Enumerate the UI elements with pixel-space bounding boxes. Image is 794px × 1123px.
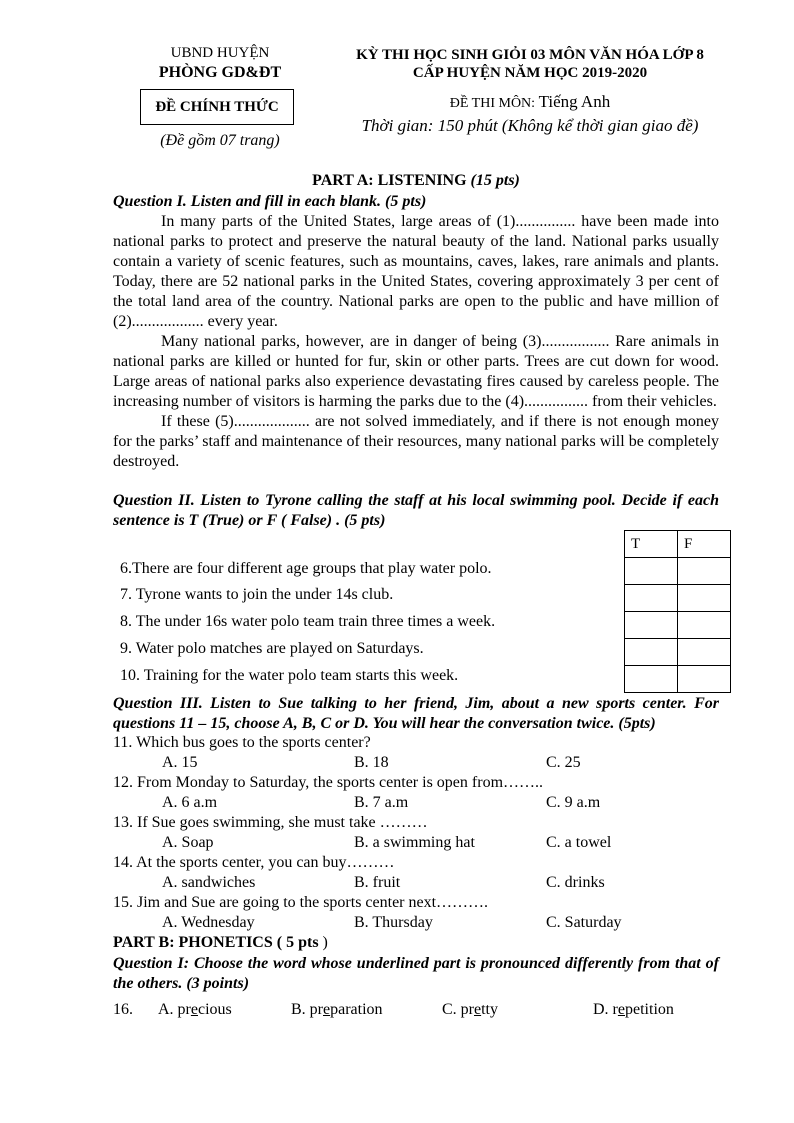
option-b[interactable]: [291, 1001, 383, 1019]
table-header-row: [625, 531, 731, 558]
question-3-heading: Question III. Listen to Sue talking to her friend, Jim, about a new sports center. For questions 11 – 15, choose A, B, C or D. You will hear the conversation twice. (5pts): [113, 695, 719, 732]
table-row: [625, 558, 731, 585]
column-f-header: F: [678, 531, 731, 558]
mc-question-stem: 14. At the sports center, you can buy………: [113, 854, 395, 871]
answer-cell-f[interactable]: [678, 639, 731, 666]
question-1-heading: Question I. Listen and fill in each blank. (5 pts): [113, 193, 427, 210]
tf-statement: 6.There are four different age groups that play water polo.: [120, 560, 492, 577]
option-b[interactable]: B. 7 a.m: [354, 794, 409, 811]
phonetics-question-heading: Question I: Choose the word whose underlined part is pronounced differently from that of the others. (3 points): [113, 955, 719, 992]
true-false-table: [624, 530, 731, 693]
question-2-heading: Question II. Listen to Tyrone calling the staff at his local swimming pool. Decide if each sentence is T (True) or F ( False) . (5 pts): [113, 492, 719, 529]
answer-cell-t[interactable]: [625, 639, 678, 666]
exam-title-line1: KỲ THI HỌC SINH GIỎI 03 MÔN VĂN HÓA LỚP 8: [356, 47, 704, 63]
passage-paragraph: Many national parks, however, are in danger of being (3)................. Rare animals in national parks are killed or hunted for fur, skin or other parts. Trees are cut down for wood. Large areas of national parks also experience devastating fires caused by careless people. The increasing number of visitors is harming the parks due to the (4)................ from their vehicles.: [113, 333, 719, 410]
answer-cell-f[interactable]: [678, 585, 731, 612]
option-c[interactable]: C. Saturday: [546, 914, 622, 931]
question-16-number: 16.: [113, 1001, 133, 1018]
part-a-points: (15 pts): [470, 172, 520, 189]
option-b[interactable]: B. 18: [354, 754, 389, 771]
header-left: [140, 44, 300, 82]
option-c[interactable]: C. drinks: [546, 874, 605, 891]
subject-value: Tiếng Anh: [538, 92, 611, 111]
option-text: paration: [330, 1001, 383, 1018]
org-name: UBND HUYỆN: [170, 45, 270, 61]
option-text: C. pr: [442, 1001, 474, 1018]
answer-cell-t[interactable]: [625, 666, 678, 693]
underlined-letter: e: [190, 1001, 198, 1018]
exam-title-line2: CẤP HUYỆN NĂM HỌC 2019-2020: [412, 65, 648, 81]
option-a[interactable]: A. 6 a.m: [162, 794, 218, 811]
answer-cell-f[interactable]: [678, 612, 731, 639]
option-a[interactable]: A. sandwiches: [162, 874, 256, 891]
listening-passage: [113, 212, 719, 472]
table-row: [625, 612, 731, 639]
part-a-label: PART A: LISTENING: [312, 172, 467, 189]
subject-line: [330, 92, 730, 112]
option-text: B. pr: [291, 1001, 323, 1018]
underlined-letter: e: [617, 1001, 625, 1018]
option-a[interactable]: A. Wednesday: [162, 914, 255, 931]
exam-title: [330, 46, 730, 82]
tf-statement: 8. The under 16s water polo team train three times a week.: [120, 613, 496, 630]
table-row: [625, 666, 731, 693]
time-note: Thời gian: 150 phút (Không kể thời gian giao đề): [361, 116, 699, 135]
passage-paragraph: If these (5)................... are not solved immediately, and if there is not enough money for the parks’ staff and maintenance of their resources, many national parks will be completely destroyed.: [113, 413, 719, 470]
answer-cell-t[interactable]: [625, 585, 678, 612]
mc-question-stem: 11. Which bus goes to the sports center?: [113, 734, 371, 751]
part-a-title: [113, 172, 719, 190]
underlined-letter: e: [474, 1001, 482, 1018]
part-b-title: [113, 934, 328, 952]
tf-statement: 7. Tyrone wants to join the under 14s club.: [120, 586, 394, 603]
option-b[interactable]: B. a swimming hat: [354, 834, 475, 851]
option-a[interactable]: A. Soap: [162, 834, 214, 851]
tf-statement: 10. Training for the water polo team starts this week.: [120, 667, 459, 684]
answer-cell-t[interactable]: [625, 558, 678, 585]
option-text: petition: [625, 1001, 674, 1018]
answer-cell-t[interactable]: [625, 612, 678, 639]
passage-paragraph: In many parts of the United States, large areas of (1)............... have been made into national parks to protect and preserve the natural beauty of the land. National parks usually contain a variety of scenic features, such as mountains, caves, lakes, rare animals and plants. Today, there are 52 national parks in the United States, covering approximately 3 per cent of the total land area of the country. National parks are open to the public and have million of (2).................. every year.: [113, 213, 719, 330]
underlined-letter: e: [323, 1001, 331, 1018]
option-c[interactable]: C. 25: [546, 754, 581, 771]
part-b-title-end: ): [322, 934, 328, 951]
option-a[interactable]: [158, 1001, 232, 1019]
mc-question-stem: 15. Jim and Sue are going to the sports center next……….: [113, 894, 489, 911]
department-name: PHÒNG GD&ĐT: [158, 64, 282, 81]
part-b-label: PART B: PHONETICS ( 5 pts: [113, 934, 319, 951]
column-t-header: T: [625, 531, 678, 558]
option-a[interactable]: A. 15: [162, 754, 198, 771]
mc-question-stem: 13. If Sue goes swimming, she must take ………: [113, 814, 428, 831]
option-text: D. r: [593, 1001, 618, 1018]
mc-question-stem: 12. From Monday to Saturday, the sports center is open from……..: [113, 774, 544, 791]
option-d[interactable]: [593, 1001, 674, 1019]
option-text: cious: [198, 1001, 232, 1018]
option-text: tty: [481, 1001, 498, 1018]
answer-cell-f[interactable]: [678, 558, 731, 585]
table-row: [625, 585, 731, 612]
option-c[interactable]: C. a towel: [546, 834, 612, 851]
option-c[interactable]: C. 9 a.m: [546, 794, 601, 811]
option-c[interactable]: [442, 1001, 498, 1019]
tf-statement: 9. Water polo matches are played on Saturdays.: [120, 640, 424, 657]
answer-cell-f[interactable]: [678, 666, 731, 693]
subject-label: ĐỀ THI MÔN:: [449, 96, 536, 111]
official-label: ĐỀ CHÍNH THỨC: [140, 89, 294, 125]
option-b[interactable]: B. fruit: [354, 874, 401, 891]
option-text: A. pr: [158, 1001, 191, 1018]
table-row: [625, 639, 731, 666]
pages-note: (Đề gồm 07 trang): [160, 132, 280, 149]
option-b[interactable]: B. Thursday: [354, 914, 433, 931]
